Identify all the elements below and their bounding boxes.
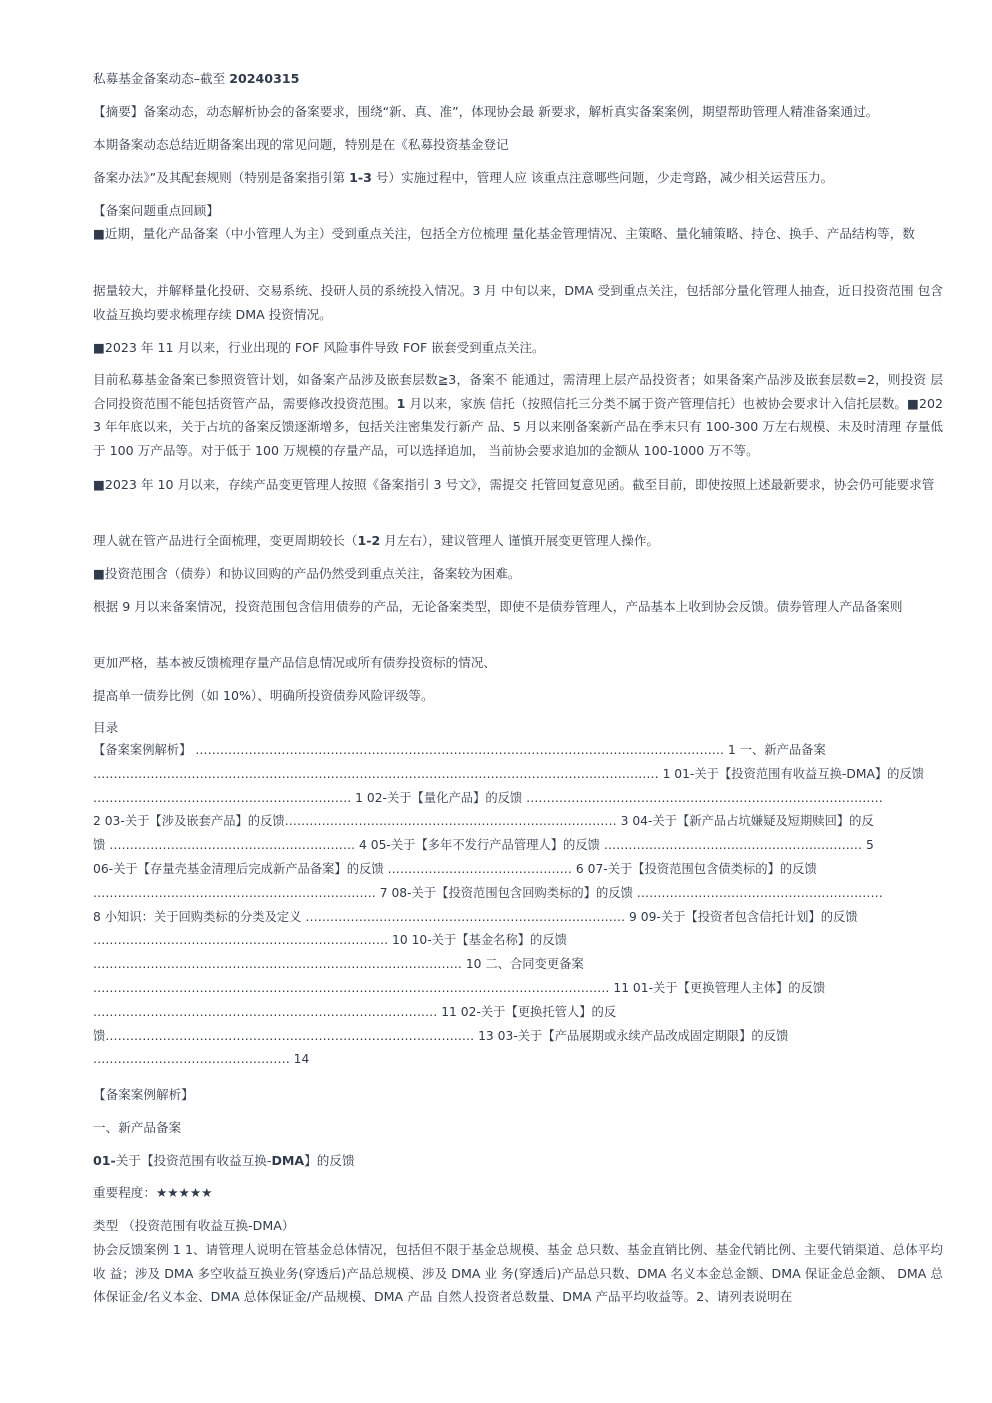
toc-entry[interactable]: ………………………………………………………………………………………………………………………… 1 01-关于【投资范围有收益互换-DMA】的反馈 xyxy=(93,766,925,781)
manager-change-paragraph: ■2023 年 10 月以来，存续产品变更管理人按照《备案指引 3 号文》，需提交 托管回复意见函。截至目前，即使按照上述最新要求，协会仍可能要求管 xyxy=(93,477,935,492)
nesting-paragraph: 目前私募基金备案已参照资管计划，如备案产品涉及嵌套层数≧3，备案不 能通过，需清理上层产品投资者；如果备案产品涉及嵌套层数=2，则投资 层合同投资范围不能包括资管产品，需要修改投资范围。1 月以来，家族 信托（按照信托三分类不属于资产管理信托）也被协会要求计入信托层数。■2023 年年底以来，关于占坑的备案反馈逐渐增多，包括关注密集发行新产 品、5 月以来刚备案新产品在季末只有 100-300 万左右规模、未及时清理 存量低于 100 万产品等。对于低于 100 万规模的存量产品，可以选择追加， 当前协会要求追加的金额从 100-1000 万不等。 xyxy=(93,372,943,458)
toc-title: 目录 xyxy=(93,720,119,735)
title-date: 20240315 xyxy=(229,71,300,86)
bond-paragraph-3: 更加严格，基本被反馈梳理存量产品信息情况或所有债券投资标的情况、 xyxy=(93,655,496,670)
toc-entry[interactable]: ……………………………………………………… 1 02-关于【量化产品】的反馈 …………………………………………………………………………… xyxy=(93,790,883,805)
case-heading: 【备案案例解析】 xyxy=(93,1087,194,1102)
intro-line-1: 本期备案动态总结近期备案出现的常见问题，特别是在《私募投资基金登记 xyxy=(93,137,509,152)
review-heading: 【备案问题重点回顾】 xyxy=(93,203,219,218)
quant-paragraph-2: 据量较大，并解释量化投研、交易系统、投研人员的系统投入情况。3 月 中旬以来，DMA 受到重点关注，包括部分量化管理人抽查，近日投资范围 包含收益互换均要求梳理存续 DMA 投资情况。 xyxy=(93,283,943,322)
feedback-paragraph: 协会反馈案例 1 1、请管理人说明在管基金总体情况，包括但不限于基金总规模、基金 总只数、基金直销比例、基金代销比例、主要代销渠道、总体平均收 益；涉及 DMA 多空收益互换业务(穿透后)产品总规模、涉及 DMA 业 务(穿透后)产品总只数、DMA 名义本金总金额、DMA 保证金总金额、 DMA 总体保证金/名义本金、DMA 总体保证金/产品规模、DMA 产品 自然人投资者总数量、DMA 产品平均收益等。2、请列表说明在 xyxy=(93,1242,943,1304)
toc-entry[interactable]: ……………………………………………………………… 10 10-关于【基金名称】的反馈 xyxy=(93,933,567,948)
intro-line-2: 备案办法》”及其配套规则（特别是备案指引第 1-3 号）实施过程中，管理人应 该重点注意哪些问题，少走弯路，减少相关运营压力。 xyxy=(93,170,834,185)
toc-entry[interactable]: 【备案案例解析】 ………………………………………………………………………………………………………………… 1 一、新产品备案 xyxy=(93,743,826,757)
toc-entry[interactable]: 2 03-关于【涉及嵌套产品】的反馈……………………………………………………………………… 3 04-关于【新产品占坑嫌疑及短期赎回】的反 xyxy=(93,814,874,829)
fof-paragraph: ■2023 年 11 月以来，行业出现的 FOF 风险事件导致 FOF 嵌套受到重点关注。 xyxy=(93,340,545,355)
item-01-heading: 01-关于【投资范围有收益互换-DMA】的反馈 xyxy=(93,1153,355,1168)
table-of-contents xyxy=(93,739,943,1072)
quant-paragraph: ■近期，量化产品备案（中小管理人为主）受到重点关注，包括全方位梳理 量化基金管理情况、主策略、量化辅策略、持仓、换手、产品结构等，数 xyxy=(93,226,915,241)
bond-paragraph-4: 提高单一债券比例（如 10%）、明确所投资债券风险评级等。 xyxy=(93,688,434,703)
toc-entry[interactable]: ……………………………………………………………………………………………………………… 11 01-关于【更换管理人主体】的反馈 xyxy=(93,980,826,995)
toc-entry[interactable]: 馈 …………………………………………………… 4 05-关于【多年不发行产品管理人】的反馈 ……………………………………………………… 5 xyxy=(93,838,874,853)
doc-title: 私募基金备案动态–截至 20240315 xyxy=(93,71,300,86)
toc-entry[interactable]: 06-关于【存量壳基金清理后完成新产品备案】的反馈 ……………………………………… 6 07-关于【投资范围包含债类标的】的反馈 xyxy=(93,861,817,876)
toc-entry[interactable]: ………………………………………………………………………… 11 02-关于【更换托管人】的反 xyxy=(93,1004,617,1019)
toc-entry[interactable]: 8 小知识：关于回购类标的分类及定义 …………………………………………………………………… 9 09-关于【投资者包含信托计划】的反馈 xyxy=(93,909,858,924)
bond-paragraph: ■投资范围含（债券）和协议回购的产品仍然受到重点关注，备案较为困难。 xyxy=(93,566,521,581)
summary-paragraph: 【摘要】备案动态，动态解析协会的备案要求，围绕“新、真、准”，体现协会最 新要求，解析真实备案案例，期望帮助管理人精准备案通过。 xyxy=(93,104,879,119)
manager-change-paragraph-2: 理人就在管产品进行全面梳理，变更周期较长（1-2 月左右），建议管理人 谨慎开展变更管理人操作。 xyxy=(93,533,660,548)
type-line: 类型 （投资范围有收益互换-DMA） xyxy=(93,1218,295,1233)
importance-rating: 重要程度：★★★★★ xyxy=(93,1185,213,1200)
toc-entry[interactable]: 馈……………………………………………………………………………… 13 03-关于【产品展期或永续产品改成固定期限】的反馈 xyxy=(93,1028,789,1043)
toc-entry[interactable]: ……………………………………………………………………………… 10 二、合同变更备案 xyxy=(93,957,584,972)
toc-entry[interactable]: ………………………………………… 14 xyxy=(93,1052,310,1067)
toc-entry[interactable]: …………………………………………………………… 7 08-关于【投资范围包含回购类标的】的反馈 …………………………………………………… xyxy=(93,885,883,900)
bond-paragraph-2: 根据 9 月以来备案情况，投资范围包含信用债券的产品，无论备案类型，即使不是债券管理人，产品基本上收到协会反馈。债券管理人产品备案则 xyxy=(93,599,903,614)
section-new-product: 一、新产品备案 xyxy=(93,1120,182,1135)
